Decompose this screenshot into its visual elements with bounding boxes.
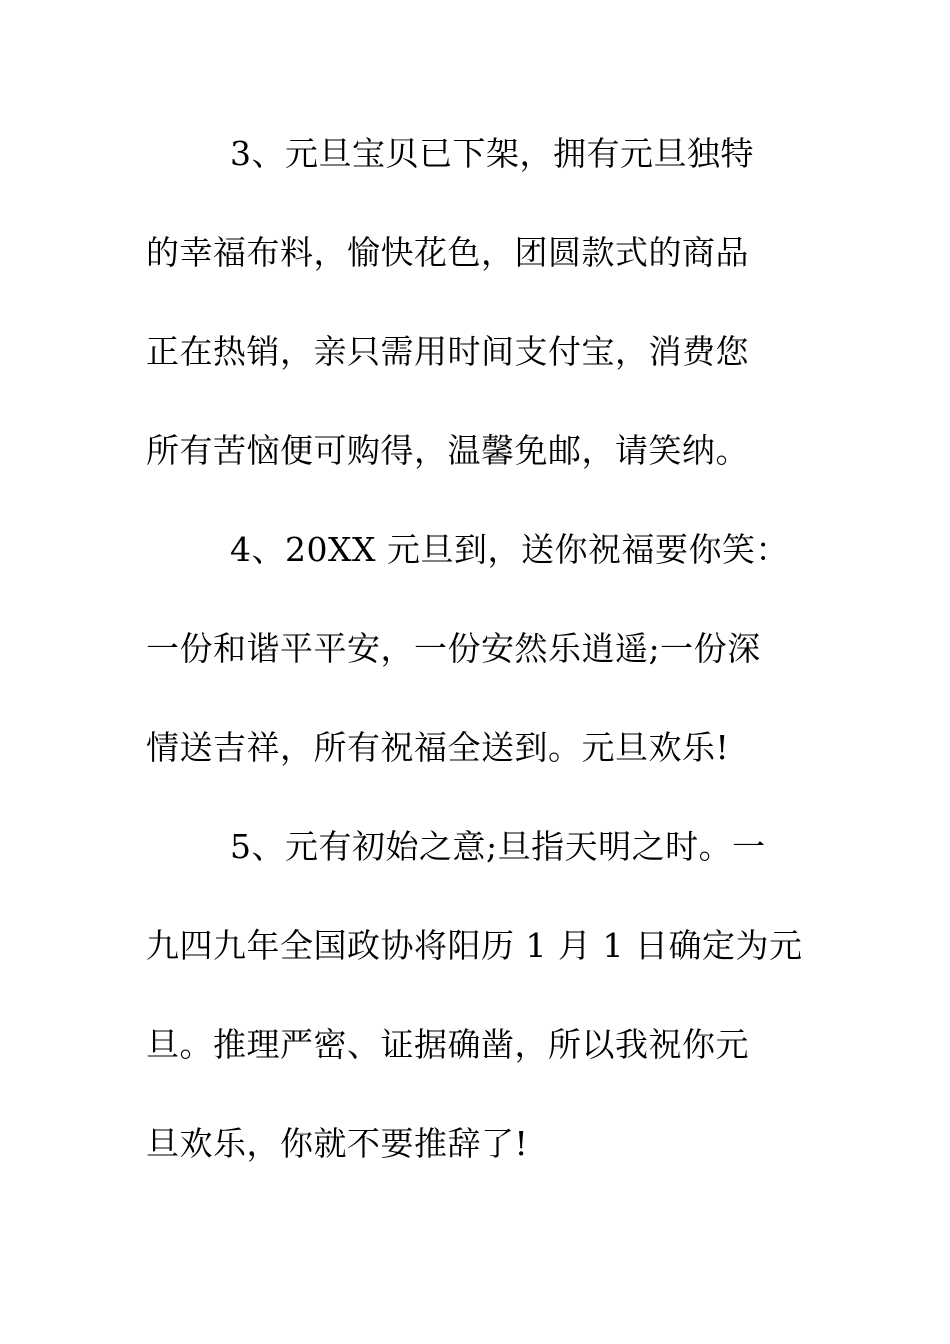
paragraph-line: 3、元旦宝贝已下架，拥有元旦独特 (230, 134, 754, 173)
paragraph-line: 正在热销，亲只需用时间支付宝，消费您 (146, 332, 749, 371)
paragraph-line: 一份和谐平平安，一份安然乐逍遥;一份深 (146, 629, 761, 668)
paragraph-line: 情送吉祥，所有祝福全送到。元旦欢乐! (146, 728, 730, 767)
paragraph-line: 旦欢乐，你就不要推辞了! (146, 1124, 529, 1163)
paragraph-line: 旦。推理严密、证据确凿，所以我祝你元 (146, 1025, 749, 1064)
paragraph-line: 5、元有初始之意;旦指天明之时。一 (230, 827, 766, 866)
paragraph-line: 九四九年全国政协将阳历 1 月 1 日确定为元 (146, 926, 803, 965)
paragraph-line: 4、20XX 元旦到，送你祝福要你笑： (230, 530, 789, 569)
paragraph-line: 的幸福布料，愉快花色，团圆款式的商品 (146, 233, 749, 272)
paragraph-line: 所有苦恼便可购得，温馨免邮，请笑纳。 (146, 431, 749, 470)
